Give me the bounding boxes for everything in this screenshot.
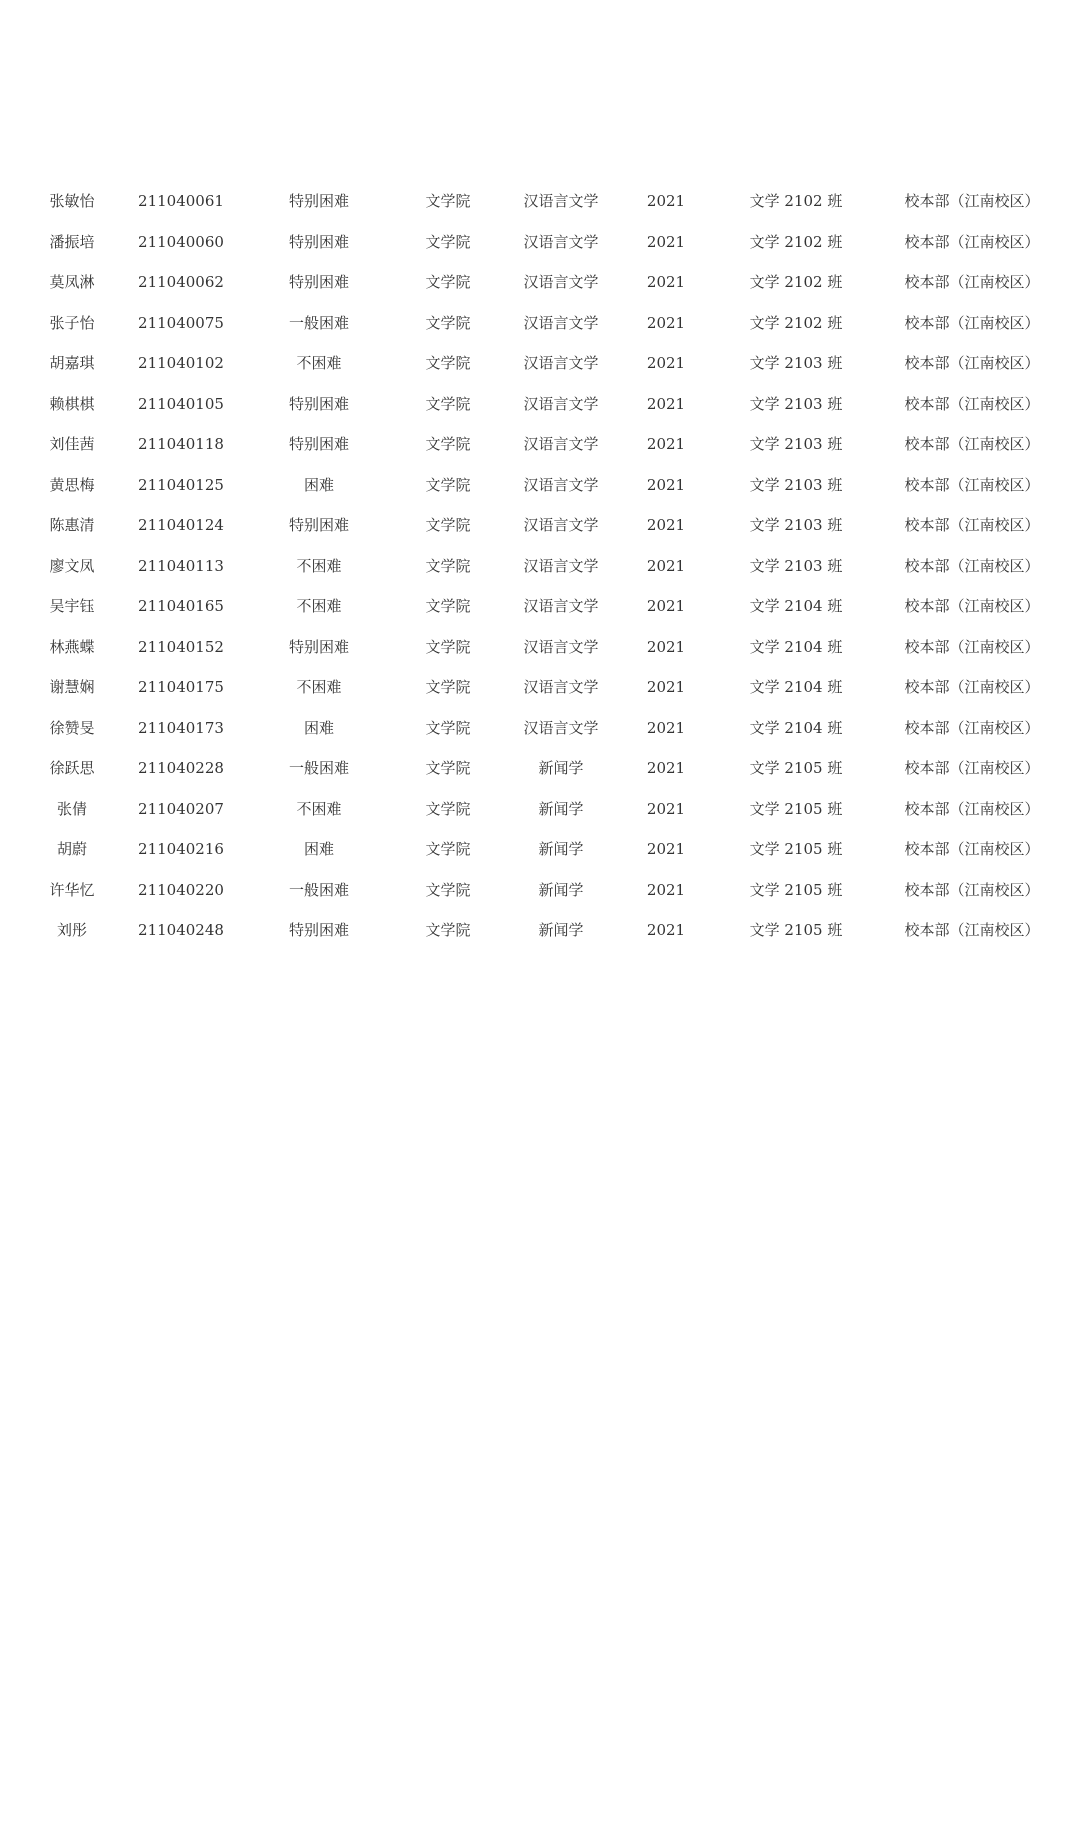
- student-name-cell: 刘佳茜: [49, 435, 95, 453]
- difficulty-level-cell: 一般困难: [288, 313, 350, 332]
- table-row: [0, 586, 1080, 627]
- student-id-cell: 211040062: [138, 273, 224, 291]
- class-cell: 文学 2103 班: [749, 394, 843, 413]
- table-row: [0, 181, 1080, 222]
- student-id-cell: 211040165: [138, 597, 224, 615]
- student-name-cell: 许华忆: [49, 880, 95, 899]
- difficulty-level-cell: 特别困难: [288, 516, 350, 534]
- difficulty-level-cell: 特别困难: [288, 273, 350, 291]
- class-cell: 文学 2104 班: [749, 597, 843, 615]
- student-name-cell: 徐赞旻: [49, 718, 95, 737]
- table-row: [0, 505, 1080, 546]
- college-cell: 文学院: [425, 273, 471, 291]
- table-row: [0, 708, 1080, 749]
- class-cell: 文学 2104 班: [749, 637, 843, 656]
- college-cell: 文学院: [425, 759, 471, 777]
- class-cell: 文学 2105 班: [749, 840, 843, 858]
- table-row: [0, 465, 1080, 506]
- year-cell: 2021: [646, 435, 686, 453]
- major-cell: 汉语言文学: [523, 475, 599, 494]
- student-id-cell: 211040228: [138, 759, 224, 777]
- campus-cell: 校本部（江南校区）: [904, 394, 1040, 413]
- difficulty-level-cell: 特别困难: [288, 394, 350, 413]
- class-cell: 文学 2103 班: [749, 354, 843, 372]
- table-row: [0, 222, 1080, 263]
- major-cell: 汉语言文学: [523, 354, 599, 372]
- student-name-cell: 黄思梅: [49, 475, 95, 494]
- student-name-cell: 张敏怡: [49, 192, 95, 210]
- student-id-cell: 211040061: [138, 192, 224, 210]
- student-id-cell: 211040207: [138, 799, 224, 818]
- class-cell: 文学 2103 班: [749, 435, 843, 453]
- student-id-cell: 211040152: [138, 637, 224, 656]
- year-cell: 2021: [646, 232, 686, 251]
- student-id-cell: 211040113: [138, 556, 224, 575]
- year-cell: 2021: [646, 475, 686, 494]
- class-cell: 文学 2105 班: [749, 880, 843, 899]
- year-cell: 2021: [646, 556, 686, 575]
- difficulty-level-cell: 不困难: [296, 354, 342, 372]
- year-cell: 2021: [646, 516, 686, 534]
- major-cell: 汉语言文学: [523, 556, 599, 575]
- student-name-cell: 吴宇钰: [49, 597, 95, 615]
- college-cell: 文学院: [425, 637, 471, 656]
- campus-cell: 校本部（江南校区）: [904, 678, 1040, 696]
- class-cell: 文学 2102 班: [749, 232, 843, 251]
- major-cell: 新闻学: [538, 759, 584, 777]
- campus-cell: 校本部（江南校区）: [904, 840, 1040, 858]
- class-cell: 文学 2103 班: [749, 516, 843, 534]
- difficulty-level-cell: 特别困难: [288, 921, 350, 939]
- class-cell: 文学 2103 班: [749, 556, 843, 575]
- student-name-cell: 林燕蝶: [49, 637, 95, 656]
- campus-cell: 校本部（江南校区）: [904, 759, 1040, 777]
- major-cell: 汉语言文学: [523, 192, 599, 210]
- major-cell: 汉语言文学: [523, 394, 599, 413]
- major-cell: 新闻学: [538, 880, 584, 899]
- difficulty-level-cell: 困难: [303, 840, 335, 858]
- difficulty-level-cell: 不困难: [296, 597, 342, 615]
- college-cell: 文学院: [425, 840, 471, 858]
- campus-cell: 校本部（江南校区）: [904, 718, 1040, 737]
- table-row: [0, 870, 1080, 911]
- student-id-cell: 211040175: [138, 678, 224, 696]
- student-id-cell: 211040173: [138, 718, 224, 737]
- student-table: [0, 181, 1080, 951]
- college-cell: 文学院: [425, 597, 471, 615]
- college-cell: 文学院: [425, 556, 471, 575]
- year-cell: 2021: [646, 273, 686, 291]
- difficulty-level-cell: 不困难: [296, 678, 342, 696]
- campus-cell: 校本部（江南校区）: [904, 880, 1040, 899]
- college-cell: 文学院: [425, 718, 471, 737]
- campus-cell: 校本部（江南校区）: [904, 273, 1040, 291]
- student-id-cell: 211040124: [138, 516, 224, 534]
- college-cell: 文学院: [425, 394, 471, 413]
- year-cell: 2021: [646, 840, 686, 858]
- student-name-cell: 胡嘉琪: [49, 354, 95, 372]
- major-cell: 汉语言文学: [523, 637, 599, 656]
- year-cell: 2021: [646, 192, 686, 210]
- campus-cell: 校本部（江南校区）: [904, 475, 1040, 494]
- major-cell: 汉语言文学: [523, 313, 599, 332]
- year-cell: 2021: [646, 313, 686, 332]
- table-row: [0, 384, 1080, 425]
- difficulty-level-cell: 特别困难: [288, 192, 350, 210]
- table-row: [0, 789, 1080, 830]
- campus-cell: 校本部（江南校区）: [904, 799, 1040, 818]
- table-row: [0, 303, 1080, 344]
- campus-cell: 校本部（江南校区）: [904, 516, 1040, 534]
- student-id-cell: 211040216: [138, 840, 224, 858]
- student-name-cell: 胡蔚: [56, 840, 88, 858]
- class-cell: 文学 2105 班: [749, 921, 843, 939]
- college-cell: 文学院: [425, 192, 471, 210]
- table-row: [0, 343, 1080, 384]
- difficulty-level-cell: 特别困难: [288, 435, 350, 453]
- table-row: [0, 262, 1080, 303]
- year-cell: 2021: [646, 880, 686, 899]
- major-cell: 汉语言文学: [523, 273, 599, 291]
- major-cell: 新闻学: [538, 921, 584, 939]
- class-cell: 文学 2102 班: [749, 313, 843, 332]
- student-id-cell: 211040105: [138, 394, 224, 413]
- college-cell: 文学院: [425, 678, 471, 696]
- campus-cell: 校本部（江南校区）: [904, 556, 1040, 575]
- student-name-cell: 刘彤: [56, 921, 88, 939]
- student-name-cell: 陈惠清: [49, 516, 95, 534]
- student-id-cell: 211040060: [138, 232, 224, 251]
- major-cell: 汉语言文学: [523, 232, 599, 251]
- table-row: [0, 546, 1080, 587]
- campus-cell: 校本部（江南校区）: [904, 921, 1040, 939]
- student-name-cell: 张子怡: [49, 313, 95, 332]
- difficulty-level-cell: 不困难: [296, 556, 342, 575]
- major-cell: 汉语言文学: [523, 597, 599, 615]
- year-cell: 2021: [646, 678, 686, 696]
- student-id-cell: 211040075: [138, 313, 224, 332]
- student-id-cell: 211040102: [138, 354, 224, 372]
- college-cell: 文学院: [425, 435, 471, 453]
- major-cell: 汉语言文学: [523, 718, 599, 737]
- difficulty-level-cell: 困难: [303, 718, 335, 737]
- year-cell: 2021: [646, 759, 686, 777]
- student-id-cell: 211040125: [138, 475, 224, 494]
- student-name-cell: 廖文凤: [49, 556, 95, 575]
- class-cell: 文学 2104 班: [749, 678, 843, 696]
- campus-cell: 校本部（江南校区）: [904, 435, 1040, 453]
- table-row: [0, 627, 1080, 668]
- college-cell: 文学院: [425, 516, 471, 534]
- college-cell: 文学院: [425, 921, 471, 939]
- student-name-cell: 潘振培: [49, 232, 95, 251]
- campus-cell: 校本部（江南校区）: [904, 354, 1040, 372]
- campus-cell: 校本部（江南校区）: [904, 232, 1040, 251]
- class-cell: 文学 2103 班: [749, 475, 843, 494]
- campus-cell: 校本部（江南校区）: [904, 597, 1040, 615]
- year-cell: 2021: [646, 394, 686, 413]
- student-name-cell: 张倩: [56, 799, 88, 818]
- college-cell: 文学院: [425, 799, 471, 818]
- college-cell: 文学院: [425, 354, 471, 372]
- student-id-cell: 211040220: [138, 880, 224, 899]
- student-name-cell: 赖棋棋: [49, 394, 95, 413]
- student-name-cell: 徐跃思: [49, 759, 95, 777]
- campus-cell: 校本部（江南校区）: [904, 637, 1040, 656]
- student-name-cell: 莫凤淋: [49, 273, 95, 291]
- major-cell: 新闻学: [538, 799, 584, 818]
- table-row: [0, 748, 1080, 789]
- difficulty-level-cell: 特别困难: [288, 637, 350, 656]
- college-cell: 文学院: [425, 475, 471, 494]
- table-row: [0, 829, 1080, 870]
- year-cell: 2021: [646, 799, 686, 818]
- year-cell: 2021: [646, 597, 686, 615]
- difficulty-level-cell: 一般困难: [288, 759, 350, 777]
- difficulty-level-cell: 不困难: [296, 799, 342, 818]
- major-cell: 汉语言文学: [523, 516, 599, 534]
- class-cell: 文学 2104 班: [749, 718, 843, 737]
- class-cell: 文学 2102 班: [749, 192, 843, 210]
- year-cell: 2021: [646, 921, 686, 939]
- class-cell: 文学 2105 班: [749, 799, 843, 818]
- major-cell: 新闻学: [538, 840, 584, 858]
- difficulty-level-cell: 一般困难: [288, 880, 350, 899]
- college-cell: 文学院: [425, 880, 471, 899]
- year-cell: 2021: [646, 637, 686, 656]
- campus-cell: 校本部（江南校区）: [904, 192, 1040, 210]
- difficulty-level-cell: 困难: [303, 475, 335, 494]
- class-cell: 文学 2102 班: [749, 273, 843, 291]
- student-id-cell: 211040118: [138, 435, 224, 453]
- major-cell: 汉语言文学: [523, 435, 599, 453]
- table-row: [0, 910, 1080, 951]
- major-cell: 汉语言文学: [523, 678, 599, 696]
- class-cell: 文学 2105 班: [749, 759, 843, 777]
- campus-cell: 校本部（江南校区）: [904, 313, 1040, 332]
- table-row: [0, 667, 1080, 708]
- table-row: [0, 424, 1080, 465]
- year-cell: 2021: [646, 354, 686, 372]
- student-id-cell: 211040248: [138, 921, 224, 939]
- difficulty-level-cell: 特别困难: [288, 232, 350, 251]
- year-cell: 2021: [646, 718, 686, 737]
- college-cell: 文学院: [425, 232, 471, 251]
- student-name-cell: 谢慧娴: [49, 678, 95, 696]
- college-cell: 文学院: [425, 313, 471, 332]
